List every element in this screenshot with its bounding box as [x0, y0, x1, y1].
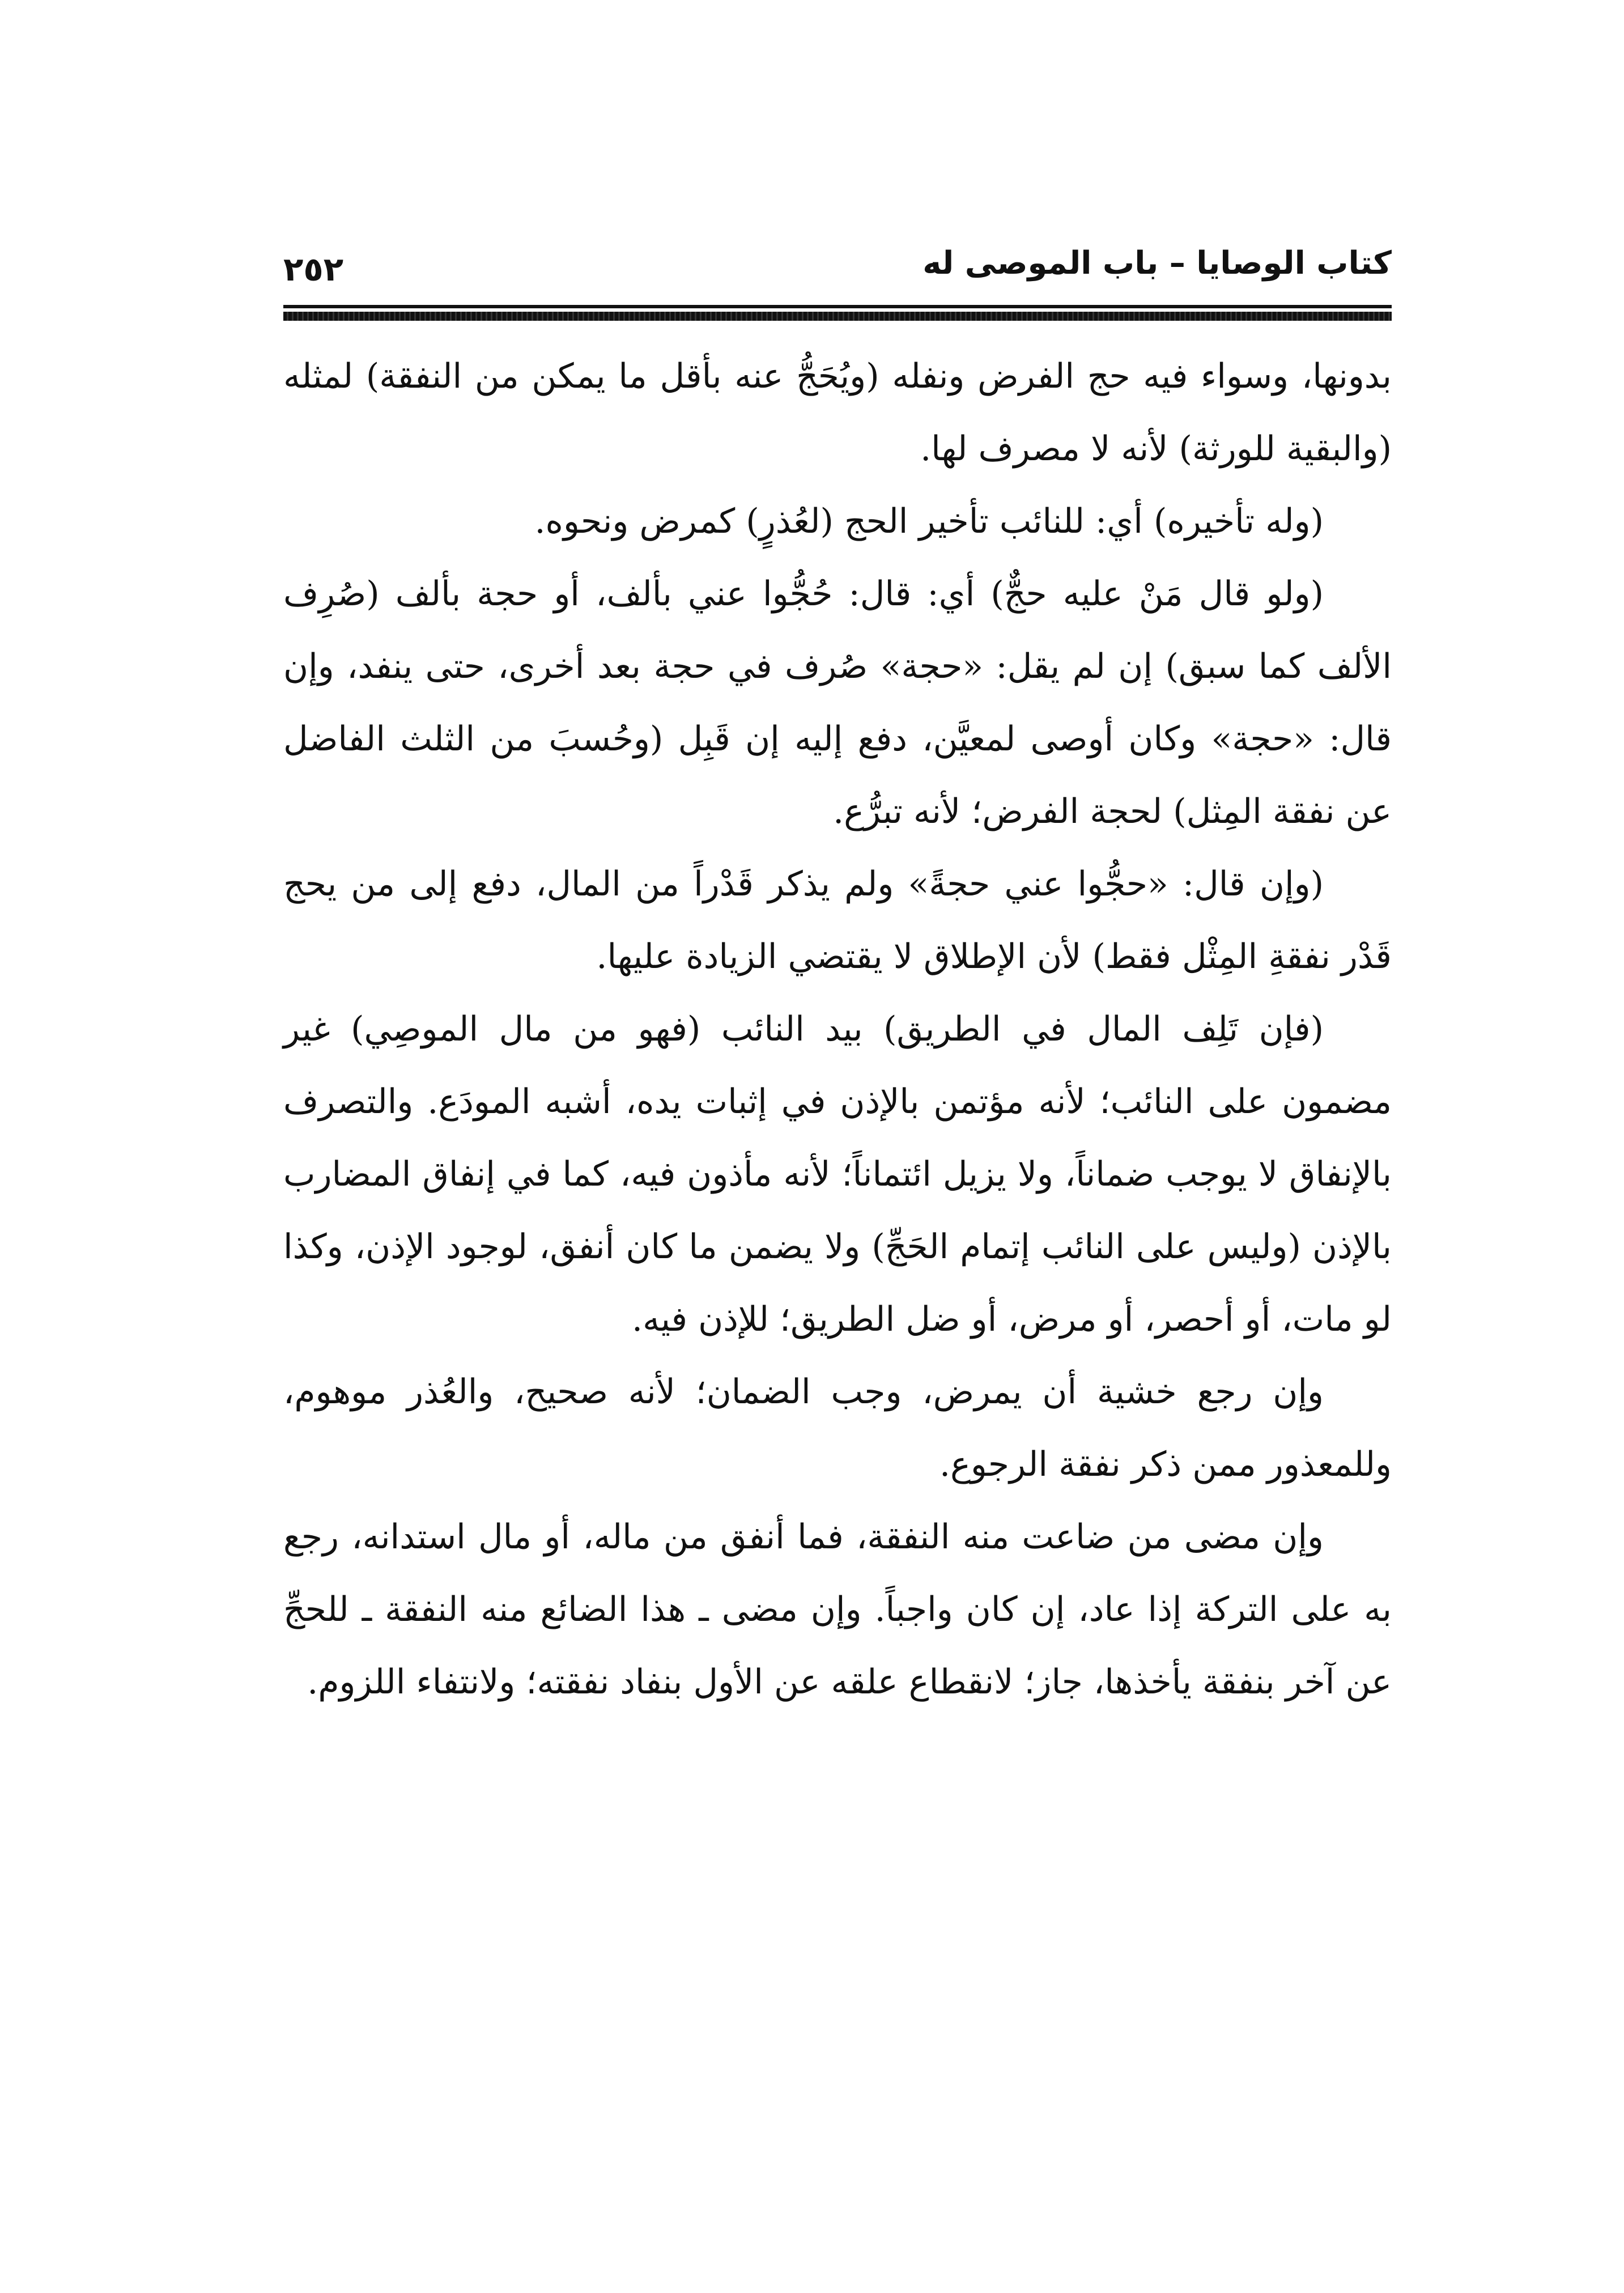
chapter-title: كتاب الوصايا – باب الموصى له [922, 245, 1392, 282]
paragraph: بدونها، وسواء فيه حج الفرض ونفله (ويُحَجُّ عنه بأقل ما يمكن من النفقة) لمثله (والبقية للورثة) لأنه لا مصرف لها. [283, 356, 1392, 469]
paragraph: وإن مضى من ضاعت منه النفقة، فما أنفق من ماله، أو مال استدانه، رجع به على التركة إذا عاد، إن كان واجباً. وإن مضى ـ هذا الضائع منه النفقة ـ للحجِّ عن آخر بنفقة يأخذها، جاز؛ لانقطاع علقه عن الأول بنفاد نفقته؛ ولانتفاء اللزوم. [283, 1517, 1392, 1702]
paragraph: (ولو قال مَنْ عليه حجٌّ) أي: قال: حُجُّوا عني بألف، أو حجة بألف (صُرِف الألف كما سبق) إن لم يقل: «حجة» صُرف في حجة بعد أخرى، حتى ينفد، وإن قال: «حجة» وكان أوصى لمعيَّن، دفع إليه إن قَبِل (وحُسبَ من الثلث الفاضل عن نفقة المِثل) لحجة الفرض؛ لأنه تبرُّع. [283, 574, 1392, 831]
paragraph: وإن رجع خشية أن يمرض، وجب الضمان؛ لأنه صحيح، والعُذر موهوم، وللمعذور ممن ذكر نفقة الرجوع. [283, 1372, 1392, 1484]
running-header [283, 238, 1392, 300]
paragraph: (وله تأخيره) أي: للنائب تأخير الحج (لعُذرٍ) كمرض ونحوه. [534, 502, 1324, 541]
paragraph: (فإن تَلِف المال في الطريق) بيد النائب (فهو من مال الموصِي) غير مضمون على النائب؛ لأنه مؤتمن بالإذن في إثبات يده، أشبه المودَع. والتصرف بالإنفاق لا يوجب ضماناً، ولا يزيل ائتماناً؛ لأنه مأذون فيه، كما في إنفاق المضارب بالإذن (وليس على النائب إتمام الحَجِّ) ولا يضمن ما كان أنفق، لوجود الإذن، وكذا لو مات، أو أحصر، أو مرض، أو ضل الطريق؛ للإذن فيه. [283, 1009, 1392, 1339]
header-divider-thin [283, 305, 1392, 308]
page-number: ٢٥٢ [283, 250, 344, 288]
paragraph: (وإن قال: «حجُّوا عني حجةً» ولم يذكر قَدْراً من المال، دفع إلى من يحج قَدْر نفقةِ المِثْل فقط) لأن الإطلاق لا يقتضي الزيادة عليها. [283, 864, 1392, 976]
body-text [283, 340, 1392, 1718]
header-divider-thick [283, 312, 1392, 321]
